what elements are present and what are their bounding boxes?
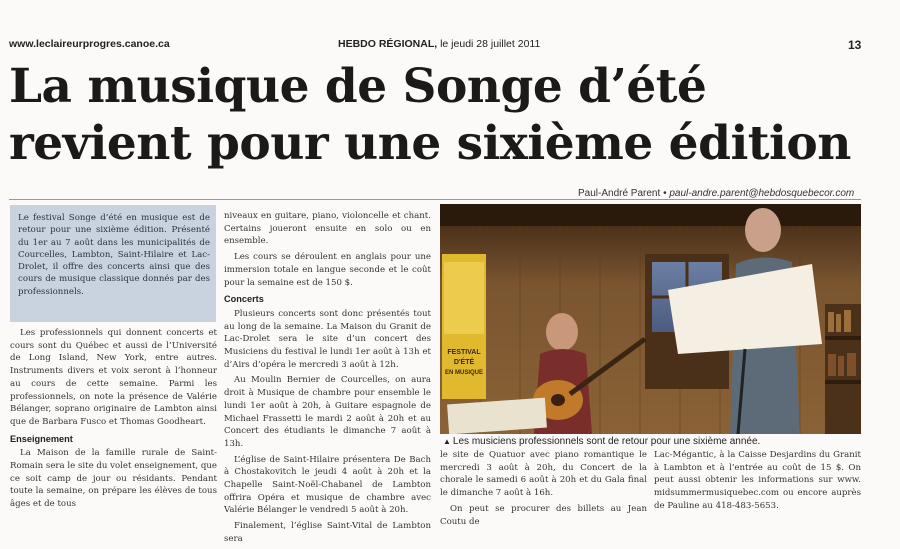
page-number: 13	[848, 38, 862, 52]
banner-text-1: FESTIVAL	[447, 349, 481, 356]
article-column-1	[10, 327, 217, 514]
subheading-concerts: Concerts	[224, 294, 264, 305]
byline-rule	[9, 199, 861, 200]
paragraph: On peut se procurer des billets au Jean Coutu de	[440, 503, 647, 527]
section-name: HEBDO RÉGIONAL,	[338, 38, 438, 50]
paragraph: Finalement, l’église Saint-Vital de Lambton sera	[224, 521, 431, 544]
lead-paragraph: Le festival Songe d’été en musique est de retour pour une sixième édition. Présenté du 1er au 7 août dans les municipalités de Courcelles, Lambton, Saint-Hilaire et Lac-Drolet, il offre des concerts ainsi que des cours de musique classique donnés par des professionnels.	[10, 205, 216, 322]
paragraph: La Maison de la famille rurale de Saint-Romain sera le site du volet enseignement, que ce soit camp de jour ou résidants. Pendant toute la semaine, on prépare les élèves de tous âges et de tous	[10, 448, 217, 510]
paragraph: L’église de Saint-Hilaire présentera De Bach à Chostakovitch le jeudi 4 août à 20h et la Chapelle Saint-Noël-Chabanel de Lambton offrira Opéra et musique de chambre avec Valérie Bélanger le vendredi 5 août à 20h.	[224, 454, 431, 516]
article-column-4	[654, 449, 861, 516]
paragraph: Lac-Mégantic, à la Caisse Desjardins du Granit à Lambton et à l’entrée au coût de 15 $. On peut aussi obtenir les informations sur www. midsummermusiquebec.com ou encore auprès de Pauline au 418-483-5653.	[654, 450, 861, 511]
subheading-enseignement: Enseignement	[10, 433, 73, 444]
paragraph: Les professionnels qui donnent concerts et cours sont du Québec et aussi de l’Université de Long Island, New York, entre autres. Instruments divers et voix seront à l’honneur au cours de cette semaine. Parmi les professionnels, on note la présence de Valérie Bélanger, soprano originaire de Lambton ainsi que de Barbara Fusco et Thomas Goodheart.	[10, 328, 217, 427]
musicians-photo-illustration	[440, 204, 861, 434]
issue-date: le jeudi 28 juillet 2011	[440, 38, 541, 50]
publication-header	[338, 38, 540, 50]
article-column-2	[224, 210, 431, 549]
paragraph: Les cours se déroulent en anglais pour une immersion totale en langue seconde et le coût pour la semaine est de 150 $.	[224, 252, 431, 288]
article-column-3	[440, 449, 647, 531]
paragraph: Plusieurs concerts sont donc présentés tout au long de la semaine. La Maison du Granit de Lac-Drolet sera le site d’un concert des Musiciens du festival le lundi 1er août à 13h et d’Airs d’opéra le mercredi 3 août à 12h.	[224, 308, 431, 370]
byline-separator: •	[663, 188, 667, 199]
headline-line-2: revient pour une sixième édition	[9, 116, 851, 171]
caption-triangle-icon: ▲	[443, 437, 451, 446]
paragraph: niveaux en guitare, piano, violoncelle et chant. Certains joueront ensuite en solo ou en ensemble.	[224, 211, 431, 247]
paragraph: Au Moulin Bernier de Courcelles, on aura droit à Musique de chambre pour ensemble le lundi 1er août à 20h, à Guitare espagnole de Michael Frassetti le mardi 2 août à 20h et au Concert des étudiants le dimanche 7 août à 13h.	[224, 375, 431, 449]
article-headline	[9, 58, 889, 172]
banner-text-2: D'ÉTÉ	[453, 359, 475, 366]
headline-line-1: La musique de Songe d’été	[9, 59, 707, 114]
photo-caption	[443, 436, 760, 447]
caption-text: Les musiciens professionnels sont de retour pour une sixième année.	[452, 436, 761, 447]
banner-text-3: EN MUSIQUE	[444, 370, 484, 376]
article-photo	[440, 204, 861, 434]
byline	[578, 188, 854, 199]
site-url: www.leclaireurprogres.canoe.ca	[9, 38, 170, 50]
paragraph: le site de Quatuor avec piano romantique le mercredi 3 août à 20h, du Concert de la chorale le samedi 6 août à 20h et du Gala final le dimanche 7 août à 16h.	[440, 450, 647, 499]
author-name: Paul-André Parent	[578, 188, 661, 199]
author-email: paul-andre.parent@hebdosquebecor.com	[669, 188, 855, 199]
